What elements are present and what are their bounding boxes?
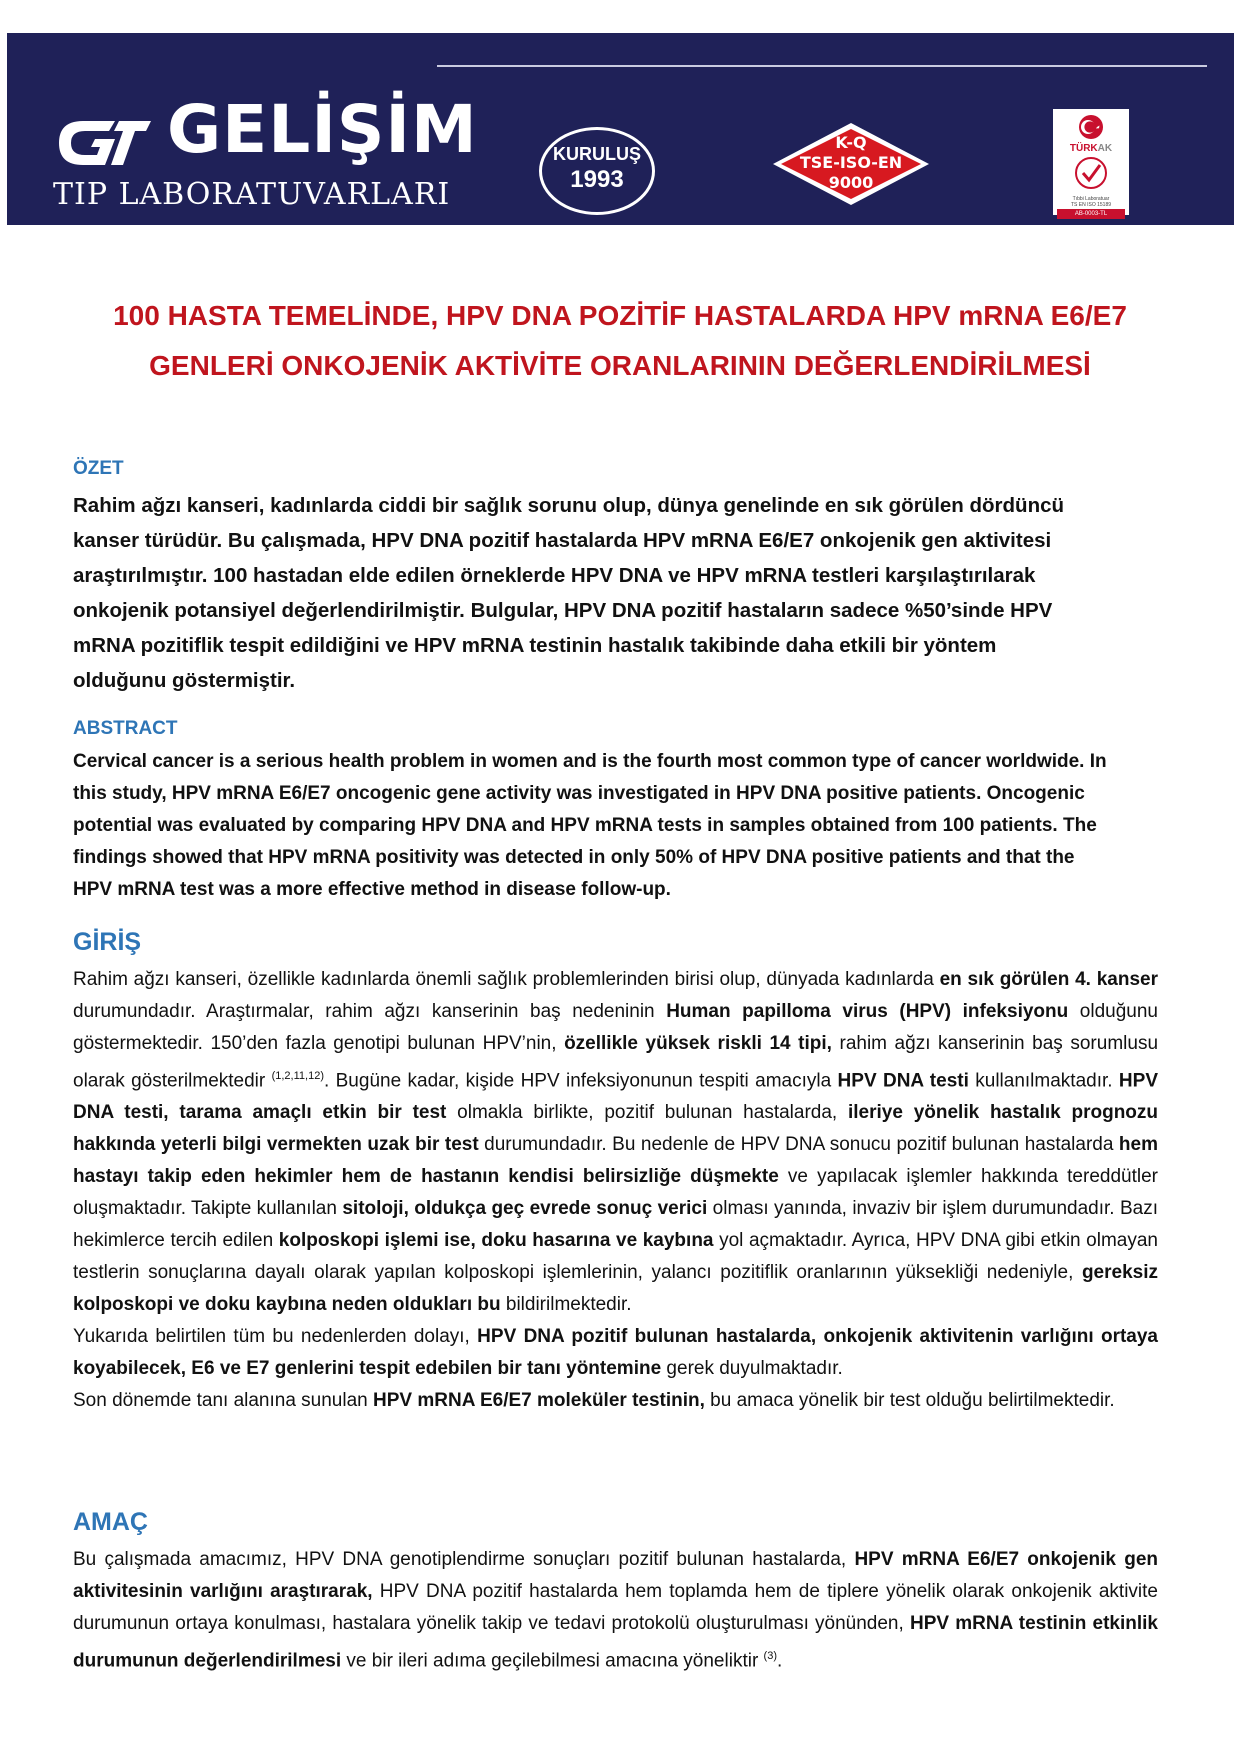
bold-text-run: sitoloji, oldukça geç evrede sonuç verici xyxy=(342,1198,708,1220)
bold-text-run: Human papilloma virus (HPV) infeksiyonu xyxy=(666,1001,1069,1022)
text-run: . xyxy=(777,1650,783,1672)
giris-section xyxy=(73,964,1158,1417)
abstract-paragraph xyxy=(73,746,1158,906)
ozet-paragraph xyxy=(73,488,1158,698)
logo-name: GELİŞİM xyxy=(167,91,478,168)
banner-divider xyxy=(437,65,1207,67)
giris-paragraph-2 xyxy=(73,1321,1158,1385)
giris-paragraph-3 xyxy=(73,1385,1158,1417)
text-run: kullanılmaktadır. xyxy=(968,1070,1119,1092)
bold-text-run: HPV mRNA E6/E7 onkojenik gen aktivitesinin varlığını araştırarak, xyxy=(73,1549,1158,1602)
bold-text-run: en sık görülen 4. kanser xyxy=(939,969,1158,990)
ozet-line: olduğunu göstermiştir. xyxy=(73,669,296,692)
text-run: durumundadır. Bu nedenle de HPV DNA sonucu pozitif bulunan hastalarda xyxy=(478,1134,1119,1156)
giris-paragraph-1 xyxy=(73,964,1158,1321)
ozet-heading: ÖZET xyxy=(73,458,124,479)
text-run: bu amaca yönelik bir test olduğu belirtilmektedir. xyxy=(704,1390,1115,1412)
bold-text-run: HPV DNA pozitif bulunan hastalarda, onkojenik aktivitenin varlığını ortaya koyabilecek, E6 ve E7 genlerini tespit edebilen bir tanı yöntemine xyxy=(73,1326,1158,1380)
ozet-line: kanser türüdür. Bu çalışmada, HPV DNA pozitif hastalarda HPV mRNA E6/E7 onkojenik gen aktivitesi xyxy=(73,529,1052,552)
text-run: Son dönemde tanı alanına sunulan xyxy=(73,1390,374,1412)
giris-heading: GİRİŞ xyxy=(73,928,142,956)
turkak-code: AB-0003-TL xyxy=(1057,209,1125,219)
document-title-line2: GENLERİ ONKOJENİK AKTİVİTE ORANLARININ DEĞERLENDİRİLMESİ xyxy=(149,350,1091,381)
bold-text-run: özellikle yüksek riskli 14 tipi, xyxy=(564,1033,832,1054)
text-run: olması yanında, invaziv bir işlem durumundadır. Bazı hekimlerce tercih edilen xyxy=(73,1198,1158,1252)
text-run: ve bir ileri adıma geçilebilmesi amacına yöneliktir xyxy=(341,1650,764,1672)
text-run: yol açmaktadır. Ayrıca, HPV DNA gibi etkin olmayan testlerin sonuçlarına dayalı olarak yapılan kolposkopi işlemlerinin, yalancı pozitiflik oranlarının yüksekliği nedeniyle, xyxy=(73,1230,1158,1284)
bold-text-run: HPV mRNA testinin etkinlik durumunun değerlendirilmesi xyxy=(73,1613,1158,1672)
abstract-line: HPV mRNA test was a more effective method in disease follow-up. xyxy=(73,879,671,900)
text-run: bildirilmektedir. xyxy=(500,1294,632,1316)
gt-logo-icon xyxy=(53,117,153,169)
amac-heading: AMAÇ xyxy=(73,1508,148,1536)
cert-number: 9000 xyxy=(828,173,874,192)
founded-badge xyxy=(539,127,655,215)
text-run: . Bugüne kadar, kişide HPV infeksiyonunun tespiti amacıyla xyxy=(323,1070,838,1092)
bold-text-run: kolposkopi işlemi ise, doku hasarına ve kaybına xyxy=(278,1230,714,1252)
citation: (1,2,11,12) xyxy=(271,1070,324,1082)
text-run: durumundadır. Araştırmalar, rahim ağzı kanserinin baş nedeninin xyxy=(73,1001,667,1022)
ozet-line: mRNA pozitiflik tespit edildiğini ve HPV mRNA testinin hastalık takibinde daha etkili bir yöntem xyxy=(73,634,997,657)
citation: (3) xyxy=(763,1650,777,1662)
cert-kq: K-Q xyxy=(835,133,867,152)
abstract-heading: ABSTRACT xyxy=(73,718,178,739)
ozet-line: araştırılmıştır. 100 hastadan elde edilen örneklerde HPV DNA ve HPV mRNA testleri karşılaştırılarak xyxy=(73,564,1036,587)
bold-text-run: gereksiz kolposkopi ve doku kaybına neden oldukları bu xyxy=(73,1262,1158,1316)
text-run: HPV DNA pozitif hastalarda hem toplamda hem de tiplere yönelik olarak onkojenik aktivite durumunun ortaya konulması, hastalara yönelik takip ve tedavi protokolü oluşturulması yönünden, xyxy=(73,1581,1159,1634)
abstract-line: potential was evaluated by comparing HPV DNA and HPV mRNA tests in samples obtained from 100 patients. The xyxy=(73,815,1097,836)
abstract-line: this study, HPV mRNA E6/E7 oncogenic gene activity was investigated in HPV DNA positive patients. Oncogenic xyxy=(73,783,1085,804)
document-title-line1: 100 HASTA TEMELİNDE, HPV DNA POZİTİF HASTALARDA HPV mRNA E6/E7 xyxy=(113,300,1127,331)
amac-section xyxy=(73,1544,1158,1677)
abstract-line: Cervical cancer is a serious health problem in women and is the fourth most common type of cancer worldwide. In xyxy=(73,751,1107,772)
text-run: ve yapılacak işlemler hakkında tereddütler oluşmaktadır. Takipte kullanılan xyxy=(73,1166,1158,1220)
turkak-flag-icon xyxy=(1053,111,1129,145)
text-run: gerek duyulmaktadır. xyxy=(661,1358,843,1380)
turkak-badge xyxy=(1053,109,1129,215)
ozet-line: Rahim ağzı kanseri, kadınlarda ciddi bir sağlık sorunu olup, dünya genelinde en sık görülen dördüncü xyxy=(73,494,1065,517)
bold-text-run: HPV DNA testi, tarama amaçlı etkin bir test xyxy=(73,1070,1158,1124)
turkak-label: TÜRKAK xyxy=(1069,143,1113,154)
checkmark-icon xyxy=(1053,155,1129,195)
amac-paragraph-1 xyxy=(73,1544,1158,1677)
bold-text-run: HPV mRNA E6/E7 moleküler testinin, xyxy=(373,1390,705,1412)
logo-subtitle: TIP LABORATUVARLARI xyxy=(53,177,451,212)
abstract-line: findings showed that HPV mRNA positivity was detected in only 50% of HPV DNA positive patients and that the xyxy=(73,847,1075,868)
founded-year: 1993 xyxy=(570,166,624,193)
header-banner xyxy=(7,33,1234,225)
founded-label: KURULUŞ xyxy=(553,144,641,164)
cert-standard: TSE-ISO-EN xyxy=(799,153,903,172)
bold-text-run: HPV DNA testi xyxy=(837,1070,969,1092)
ozet-line: onkojenik potansiyel değerlendirilmiştir. Bulgular, HPV DNA pozitif hastaların sadece %50’sinde HPV xyxy=(73,599,1053,622)
turkak-text: Tıbbi Laboratuar TS EN ISO 15189 xyxy=(1070,196,1112,208)
text-run: Rahim ağzı kanseri, özellikle kadınlarda önemli sağlık problemlerinden birisi olup, dünyada kadınlarda xyxy=(73,969,940,990)
text-run: Yukarıda belirtilen tüm bu nedenlerden dolayı, xyxy=(73,1326,478,1348)
text-run: olmakla birlikte, pozitif bulunan hastalarda, xyxy=(446,1102,848,1124)
text-run: rahim ağzı kanserinin baş sorumlusu olarak gösterilmektedir xyxy=(73,1033,1159,1092)
bold-text-run: hem hastayı takip eden hekimler hem de hastanın kendisi belirsizliğe düşmekte xyxy=(73,1134,1158,1188)
text-run: Bu çalışmada amacımız, HPV DNA genotiplendirme sonuçları pozitif bulunan hastalarda, xyxy=(73,1549,855,1570)
bold-text-run: ileriye yönelik hastalık prognozu hakkında yeterli bilgi vermekten uzak bir test xyxy=(73,1102,1159,1156)
text-run: olduğunu göstermektedir. 150’den fazla genotipi bulunan HPV’nin, xyxy=(73,1001,1158,1054)
tse-certificate-badge xyxy=(771,121,931,207)
